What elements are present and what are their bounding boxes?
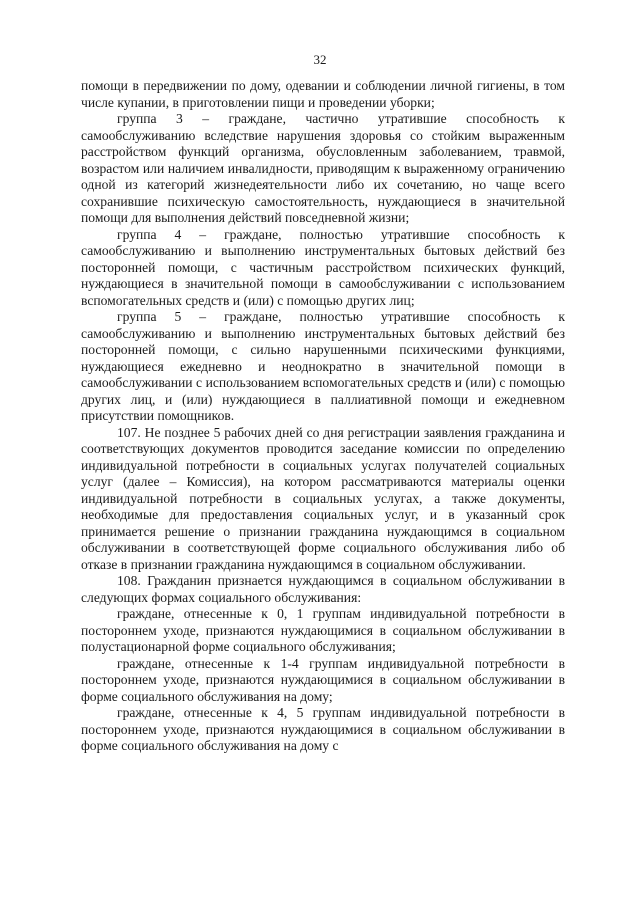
paragraph-group-3: группа 3 – граждане, частично утратившие способность к самообслуживанию вследствие нарушения здоровья со стойким выраженным расстройством функций организма, обусловленным заболеванием, травмой, возрастом или наличием инвалидности, приводящим к выраженному ограничению одной из категорий жизнедеятельности либо их сочетанию, но чаще всего сохранившие психическую самостоятельность, нуждающиеся в значительной помощи для выполнения действий повседневной жизни; xyxy=(81,111,565,225)
paragraph-continuation: помощи в передвижении по дому, одевании и соблюдении личной гигиены, в том числе купании, в приготовлении пищи и проведении уборки; xyxy=(81,78,565,110)
paragraph-group-4: группа 4 – граждане, полностью утратившие способность к самообслуживанию и выполнению инструментальных бытовых действий без посторонней помощи, с частичным расстройством психических функций, нуждающиеся в значительной помощи в самообслуживании с использованием вспомогательных средств и (или) с помощью других лиц; xyxy=(81,226,565,308)
paragraph-home-form: граждане, отнесенные к 1-4 группам индивидуальной потребности в постороннем уходе, признаются нуждающимися в социальном обслуживании в форме социального обслуживания на дому; xyxy=(81,655,565,704)
paragraph-clause-107: 107. Не позднее 5 рабочих дней со дня регистрации заявления гражданина и соответствующих документов проводится заседание комиссии по определению индивидуальной потребности в социальных услугах получателей социальных услуг (далее – Комиссия), на котором рассматриваются материалы оценки индивидуальной потребности в социальных услугах, а также документы, необходимые для предоставления социальных услуг, и в указанный срок принимается решение о признании гражданина нуждающимся в социальном обслуживании в соответствующей форме социального обслуживания либо об отказе в признании гражданина нуждающимся в социальном обслуживании. xyxy=(81,424,565,572)
page-number: 32 xyxy=(313,52,327,67)
paragraph-clause-108: 108. Гражданин признается нуждающимся в социальном обслуживании в следующих формах социального обслуживания: xyxy=(81,573,565,605)
paragraph-group-5: группа 5 – граждане, полностью утратившие способность к самообслуживанию и выполнению инструментальных бытовых действий без посторонней помощи, с сильно нарушенными психическими функциями, нуждающиеся ежедневно и неоднократно в значительной помощи в самообслуживании с использованием вспомогательных средств и (или) с помощью других лиц, и (или) нуждающиеся в паллиативной помощи и ежедневном присутствии помощников. xyxy=(81,309,565,423)
document-body xyxy=(81,78,565,755)
paragraph-semistationary-form: граждане, отнесенные к 0, 1 группам индивидуальной потребности в постороннем уходе, признаются нуждающимися в социальном обслуживании в полустационарной форме социального обслуживания; xyxy=(81,606,565,654)
paragraph-home-form-groups-4-5: граждане, отнесенные к 4, 5 группам индивидуальной потребности в постороннем уходе, признаются нуждающимися в социальном обслуживании в форме социального обслуживания на дому с xyxy=(81,705,565,753)
